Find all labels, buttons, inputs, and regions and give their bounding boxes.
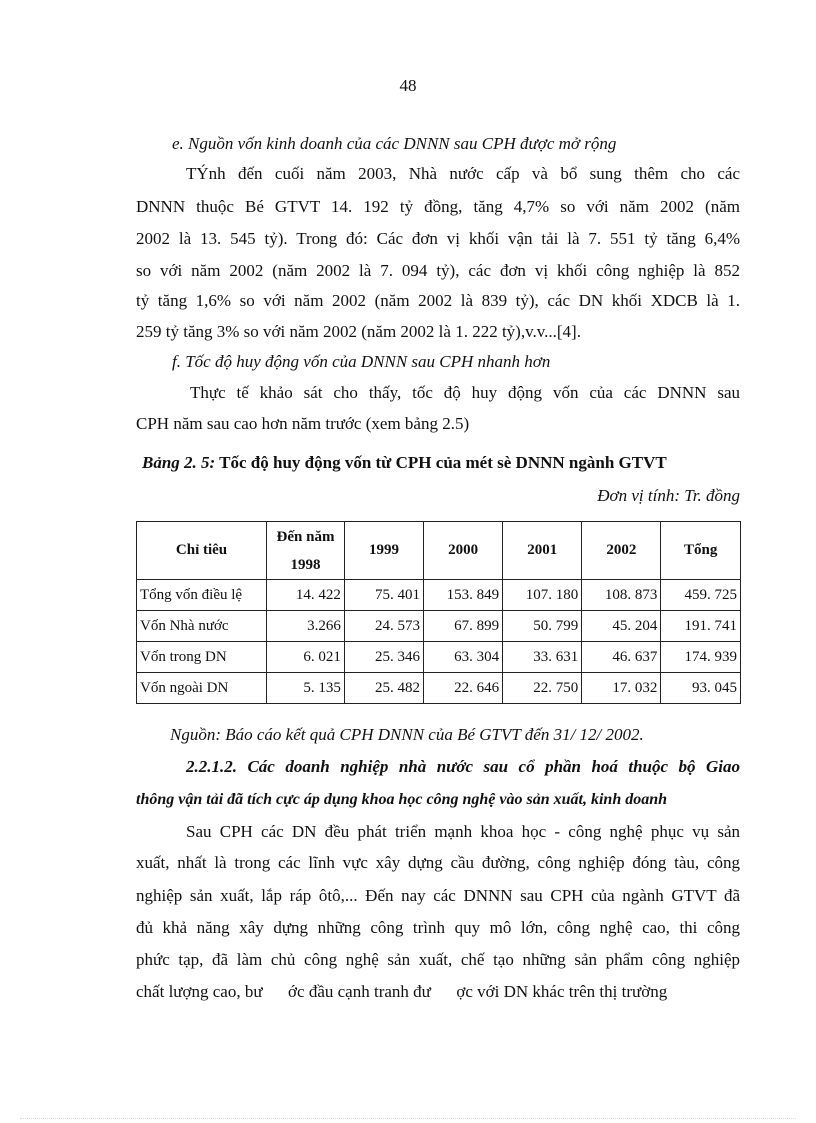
header-den-nam-line1: Đến năm <box>276 528 335 545</box>
table-cell: 22. 646 <box>424 673 503 704</box>
table-cell: 191. 741 <box>661 611 741 642</box>
header-2002: 2002 <box>582 522 661 580</box>
table-row <box>137 642 741 673</box>
paragraph-line: CPH năm sau cao hơn năm trước (xem bảng 2.5) <box>136 414 470 433</box>
table-cell: 459. 725 <box>661 580 741 611</box>
table-unit: Đơn vị tính: Tr. đồng <box>597 486 740 505</box>
paragraph-line: phức tạp, đã làm chủ công nghệ sản xuất, chế tạo những sản phẩm công nghiệp <box>136 950 740 969</box>
paragraph-line: Thực tế khảo sát cho thấy, tốc độ huy động vốn của các DNNN sau <box>190 383 740 402</box>
table-cell: 50. 799 <box>503 611 582 642</box>
paragraph-line: so với năm 2002 (năm 2002 là 7. 094 tỷ), các đơn vị khối công nghiệp là 852 <box>136 261 740 280</box>
table-cell: 25. 482 <box>344 673 423 704</box>
header-den-nam <box>267 522 345 580</box>
paragraph-line: TÝnh đến cuối năm 2003, Nhà nước cấp và bổ sung thêm cho các <box>186 164 740 183</box>
header-tong: Tổng <box>661 522 741 580</box>
section-heading-line2: thông vận tải đã tích cực áp dụng khoa học công nghệ vào sản xuất, kinh doanh <box>136 791 668 808</box>
table-cell: 45. 204 <box>582 611 661 642</box>
table-cell: 174. 939 <box>661 642 741 673</box>
table-header-row <box>137 522 741 580</box>
paragraph-line: Sau CPH các DN đều phát triển mạnh khoa học - công nghệ phục vụ sản <box>186 822 740 841</box>
table-cell: 24. 573 <box>344 611 423 642</box>
table-cell: 108. 873 <box>582 580 661 611</box>
row-label: Vốn trong DN <box>137 642 267 673</box>
row-label: Vốn Nhà nước <box>137 611 267 642</box>
table-cell: 14. 422 <box>267 580 345 611</box>
table-caption-prefix: Bảng 2. 5: <box>142 453 216 472</box>
row-label: Vốn ngoài DN <box>137 673 267 704</box>
heading-f: f. Tốc độ huy động vốn của DNNN sau CPH nhanh hơn <box>172 352 551 371</box>
table-cell: 22. 750 <box>503 673 582 704</box>
table-caption <box>142 453 742 473</box>
table-cell: 107. 180 <box>503 580 582 611</box>
table-row <box>137 580 741 611</box>
header-1999: 1999 <box>344 522 423 580</box>
heading-e: e. Nguồn vốn kinh doanh của các DNNN sau CPH được mở rộng <box>172 134 617 153</box>
paragraph-line: DNNN thuộc Bé GTVT 14. 192 tỷ đồng, tăng 4,7% so với năm 2002 (năm <box>136 197 740 216</box>
header-chi-tieu: Chỉ tiêu <box>137 522 267 580</box>
header-2000: 2000 <box>424 522 503 580</box>
table-cell: 5. 135 <box>267 673 345 704</box>
table-cell: 3.266 <box>267 611 345 642</box>
paragraph-line: 2002 là 13. 545 tỷ). Trong đó: Các đơn vị khối vận tải là 7. 551 tỷ tăng 6,4% <box>136 229 740 248</box>
table-cell: 67. 899 <box>424 611 503 642</box>
table-cell: 33. 631 <box>503 642 582 673</box>
table-source: Nguồn: Báo cáo kết quả CPH DNNN của Bé GTVT đến 31/ 12/ 2002. <box>170 725 644 744</box>
header-den-nam-line2: 1998 <box>290 556 321 573</box>
table-cell: 153. 849 <box>424 580 503 611</box>
page-number: 48 <box>399 76 417 95</box>
table-cell: 17. 032 <box>582 673 661 704</box>
table-caption-text: Tốc độ huy động vốn từ CPH của mét sè DNNN ngành GTVT <box>215 453 667 472</box>
paragraph-line: tỷ tăng 1,6% so với năm 2002 (năm 2002 là 839 tỷ), các DN khối XDCB là 1. <box>136 291 740 310</box>
table-cell: 6. 021 <box>267 642 345 673</box>
paragraph-line: xuất, nhất là trong các lĩnh vực xây dựng cầu đường, công nghiệp đóng tàu, công <box>136 853 740 872</box>
table-cell: 46. 637 <box>582 642 661 673</box>
paragraph-line: đủ khả năng xây dựng những công trình quy mô lớn, công nghệ cao, thi công <box>136 918 740 937</box>
table-row <box>137 611 741 642</box>
table-cell: 75. 401 <box>344 580 423 611</box>
table-cell: 93. 045 <box>661 673 741 704</box>
page-bottom-border <box>20 1118 796 1119</box>
paragraph-line: chất lượng cao, bư ớc đầu cạnh tranh đư ợc với DN khác trên thị trường <box>136 982 668 1001</box>
table-cell: 63. 304 <box>424 642 503 673</box>
data-table <box>136 521 741 704</box>
row-label: Tổng vốn điều lệ <box>137 580 267 611</box>
paragraph-line: nghiệp sản xuất, lắp ráp ôtô,... Đến nay các DNNN sau CPH của ngành GTVT đã <box>136 886 740 905</box>
table-row <box>137 673 741 704</box>
table-cell: 25. 346 <box>344 642 423 673</box>
header-2001: 2001 <box>503 522 582 580</box>
paragraph-line: 259 tỷ tăng 3% so với năm 2002 (năm 2002 là 1. 222 tỷ),v.v...[4]. <box>136 322 581 341</box>
section-heading-line1: 2.2.1.2. Các doanh nghiệp nhà nước sau cổ phần hoá thuộc bộ Giao <box>186 757 740 776</box>
